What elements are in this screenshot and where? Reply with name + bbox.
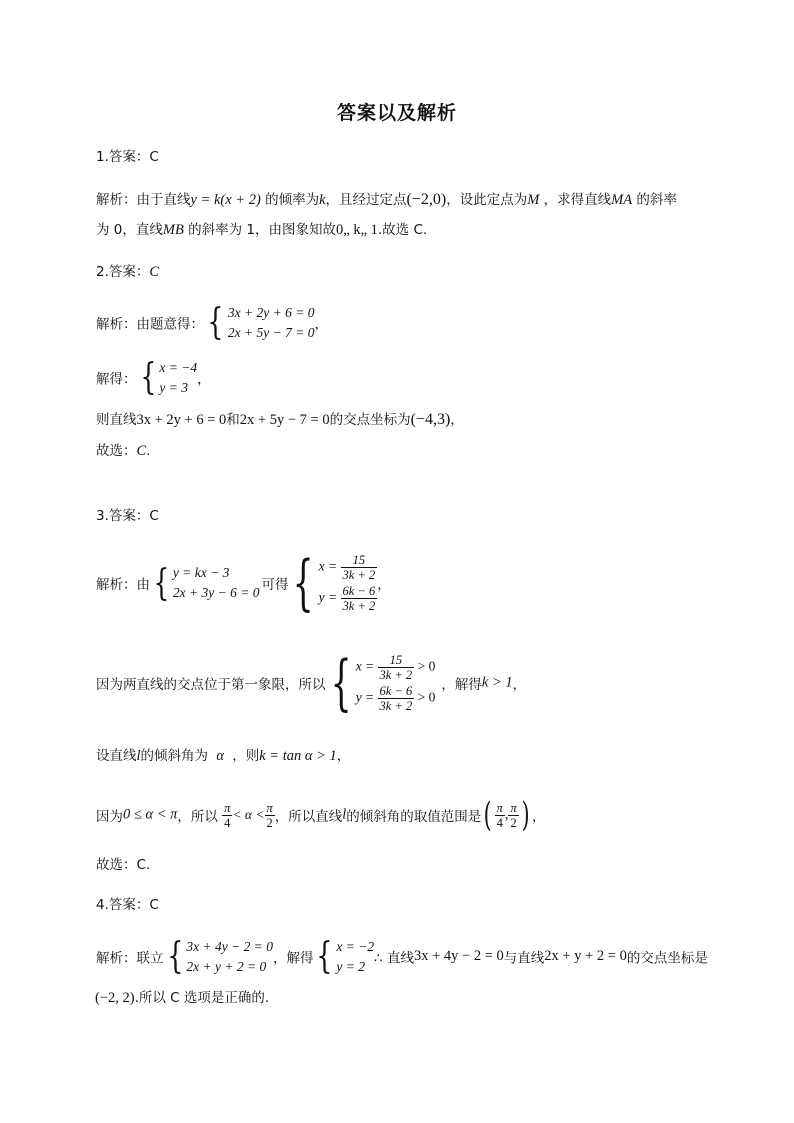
text: ，所以 xyxy=(177,809,218,825)
right-paren-icon: ) xyxy=(521,795,530,835)
equation: 3x + 4y − 2 = 0 xyxy=(186,938,273,954)
numerator: 15 xyxy=(341,553,378,568)
math: 0 ≤ α < π xyxy=(123,806,178,823)
fraction xyxy=(265,801,275,830)
text: 为 0，直线 xyxy=(96,222,163,238)
math: y = xyxy=(318,589,338,605)
q2-analysis-line-1 xyxy=(96,302,328,343)
text: 解得： xyxy=(96,371,137,388)
equation: 2x + 5y − 7 = 0 xyxy=(227,324,315,340)
numerator: 15 xyxy=(378,653,415,668)
fraction xyxy=(222,801,232,830)
q3-analysis-line-4 xyxy=(96,795,545,835)
denominator: 3k + 2 xyxy=(342,568,376,582)
text: ∴ 直线 xyxy=(374,950,414,967)
math: k > 1 xyxy=(481,674,513,691)
equation: y = kx − 3 xyxy=(172,565,230,580)
text: 的倾斜角为 xyxy=(140,748,209,764)
equation xyxy=(319,584,378,613)
math: k xyxy=(319,192,326,208)
text: ，且经过定点 xyxy=(325,192,407,208)
brace-icon: { xyxy=(153,562,170,604)
math: (−2,0) xyxy=(406,191,447,208)
math: 3x + 4y − 2 = 0 xyxy=(414,948,504,964)
math: MB xyxy=(162,222,184,238)
equation-system xyxy=(228,303,315,343)
math: MA xyxy=(611,192,633,208)
math: > 0 xyxy=(417,689,436,705)
text: 解析：由于直线 xyxy=(96,192,191,208)
text: ， xyxy=(512,677,527,693)
denominator: 3k + 2 xyxy=(379,668,413,682)
numerator: π xyxy=(266,800,273,815)
text: 的倾率为 xyxy=(265,192,320,208)
denominator: 3k + 2 xyxy=(342,599,376,613)
math: M xyxy=(527,192,540,208)
q3-analysis-line-5: 故选：C. xyxy=(96,857,151,873)
numerator: π xyxy=(224,800,231,815)
denominator: 2 xyxy=(510,815,517,830)
text: 的斜率为 1，由图象知故 xyxy=(188,222,337,238)
equation-system xyxy=(336,937,374,977)
equation: 2x + 3y − 6 = 0 xyxy=(172,585,260,600)
text: ，解得 xyxy=(272,950,314,967)
numerator: 6k − 6 xyxy=(379,684,413,698)
text: 解析：由题意得： xyxy=(96,316,204,333)
text: 2.答案： xyxy=(96,264,150,280)
math: 2x + y + 2 = 0 xyxy=(544,948,627,964)
equation-system xyxy=(186,937,273,977)
math: 0„ k„ 1 xyxy=(336,222,378,238)
text: 则直线 xyxy=(96,412,137,428)
brace-icon: { xyxy=(293,548,315,618)
q1-analysis-line-1 xyxy=(96,190,677,210)
math: > 0 xyxy=(417,658,436,674)
math: x = xyxy=(318,558,338,574)
text: 的交点坐标是 xyxy=(626,950,708,967)
q3-analysis-line-3 xyxy=(96,746,350,766)
q2-analysis-line-3 xyxy=(96,410,464,430)
comma: , xyxy=(504,806,509,823)
equation-system xyxy=(159,358,197,398)
text: ， xyxy=(450,412,464,428)
text: ，则 xyxy=(232,748,260,764)
equation-system xyxy=(356,653,436,713)
q3-analysis-line-1 xyxy=(96,548,391,618)
q2-analysis-line-4 xyxy=(96,441,150,461)
q4-answer: 4.答案：C xyxy=(96,897,159,913)
denominator: 4 xyxy=(496,815,503,830)
equation: 3x + 2y + 6 = 0 xyxy=(227,304,315,320)
math: C xyxy=(149,264,160,280)
math: (−4,3) xyxy=(410,411,451,428)
q3-answer: 3.答案：C xyxy=(96,508,159,524)
text: ，解得 xyxy=(441,677,482,693)
text: .故选 C. xyxy=(377,222,428,238)
math: < α < xyxy=(232,807,265,822)
fraction xyxy=(495,801,505,830)
text: . xyxy=(146,443,151,459)
text: ， xyxy=(377,577,391,593)
text: ， xyxy=(197,371,211,388)
text: ，设此定点为 xyxy=(446,192,528,208)
equation: 2x + y + 2 = 0 xyxy=(186,958,267,974)
q4-analysis-line-1 xyxy=(96,936,708,977)
text: 因为两直线的交点位于第一象限，所以 xyxy=(96,677,326,693)
math: x = xyxy=(355,658,375,674)
page-title: 答案以及解析 xyxy=(336,102,457,124)
numerator: 6k − 6 xyxy=(342,584,376,598)
text: 解析：联立 xyxy=(96,950,164,967)
brace-icon: { xyxy=(316,936,333,977)
text: ， xyxy=(531,809,546,825)
q2-analysis-line-2 xyxy=(96,357,211,398)
q1-analysis-line-2 xyxy=(96,220,427,240)
q4-analysis-line-2 xyxy=(95,988,269,1008)
brace-icon: { xyxy=(207,302,224,343)
math: (−2, 2) xyxy=(95,990,135,1006)
math: α xyxy=(216,748,224,764)
text: 解析：由 xyxy=(96,577,150,593)
brace-icon: { xyxy=(330,648,352,718)
math: 2x + 5y − 7 = 0 xyxy=(239,412,330,428)
numerator: π xyxy=(496,800,503,815)
text: 可得 xyxy=(261,577,289,593)
text: 因为 xyxy=(96,809,123,825)
text: ， xyxy=(336,748,351,764)
text: 设直线 xyxy=(96,748,137,764)
math: l xyxy=(136,748,141,764)
numerator: π xyxy=(510,800,517,815)
brace-icon: { xyxy=(166,936,183,977)
equation: x = −4 xyxy=(159,359,198,375)
text: ，求得直线 xyxy=(543,192,612,208)
math: 3x + 2y + 6 = 0 xyxy=(136,412,227,428)
text: ， xyxy=(314,316,328,333)
math: y = xyxy=(355,689,375,705)
denominator: 3k + 2 xyxy=(379,699,413,713)
text: .所以 C 选项是正确的. xyxy=(134,990,270,1006)
equation xyxy=(319,553,378,582)
text: 的斜率 xyxy=(636,192,677,208)
text: 与直线 xyxy=(503,950,545,967)
math: l xyxy=(342,806,347,823)
text: ，所以直线 xyxy=(274,809,343,825)
equation: y = 3 xyxy=(159,379,189,395)
denominator: 2 xyxy=(266,815,273,830)
brace-icon: { xyxy=(139,357,156,398)
inequality xyxy=(356,684,436,713)
left-paren-icon: ( xyxy=(483,795,492,835)
equation-system xyxy=(173,563,260,603)
text: 的交点坐标为 xyxy=(329,412,411,428)
denominator: 4 xyxy=(224,815,231,830)
inequality xyxy=(356,653,436,682)
math: C xyxy=(136,443,147,459)
text: 和 xyxy=(226,412,240,428)
fraction xyxy=(378,653,415,682)
equation: x = −2 xyxy=(336,938,375,954)
fraction xyxy=(341,553,378,582)
q1-answer: 1.答案：C xyxy=(96,149,159,165)
equation-system xyxy=(319,553,378,613)
fraction xyxy=(508,801,518,830)
text: 的倾斜角的取值范围是 xyxy=(346,809,482,825)
q2-answer xyxy=(96,262,159,282)
math: y = k(x + 2) xyxy=(190,192,261,208)
fraction xyxy=(341,584,378,613)
text: 故选： xyxy=(96,443,137,459)
math: k = tan α > 1 xyxy=(259,748,337,764)
fraction xyxy=(378,684,415,713)
q3-analysis-line-2 xyxy=(96,648,526,718)
equation: y = 2 xyxy=(336,958,365,974)
